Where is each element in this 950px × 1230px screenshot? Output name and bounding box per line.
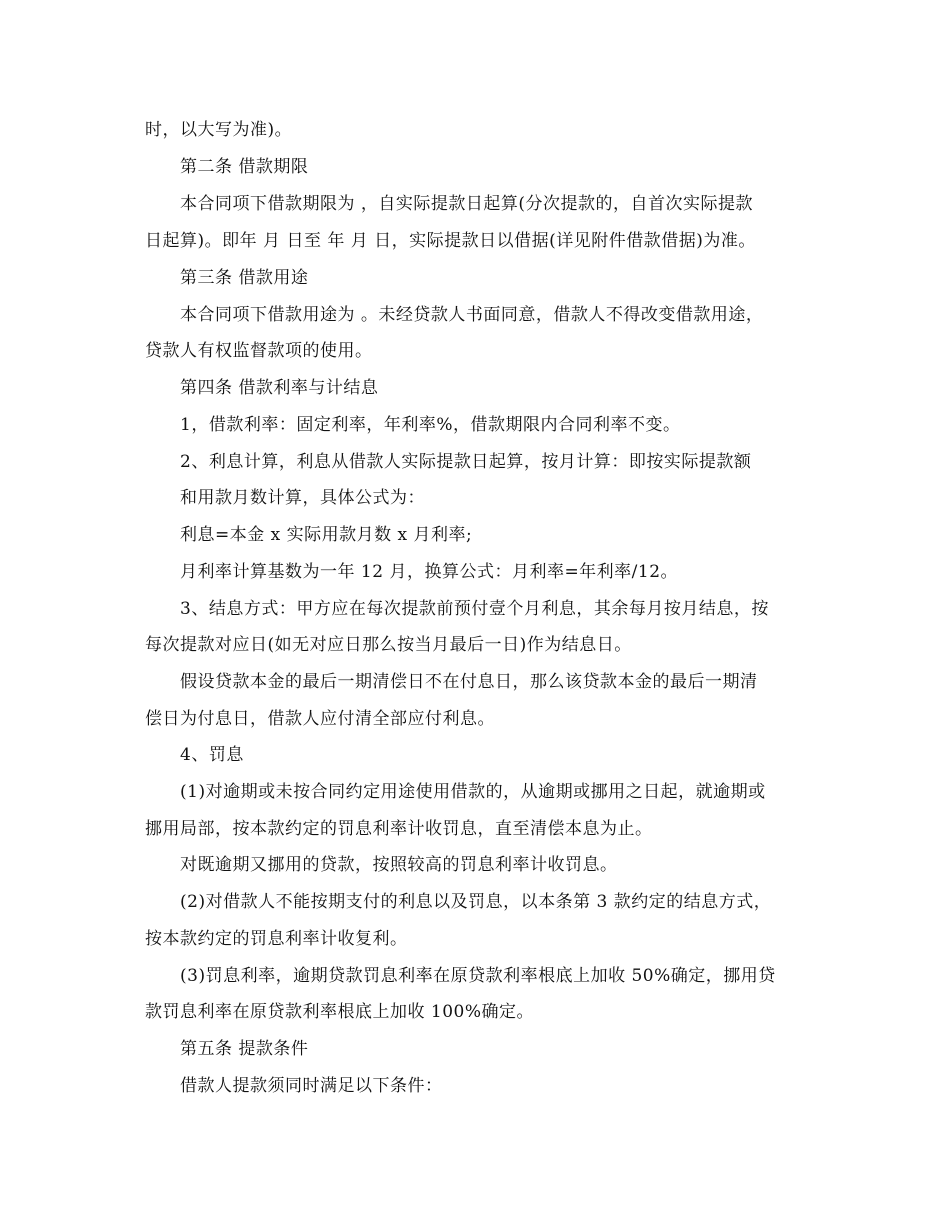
text-line: 3、结息方式：甲方应在每次提款前预付壹个月利息，其余每月按月结息，按 <box>180 599 769 619</box>
text-line: 借款人提款须同时满足以下条件： <box>180 1076 443 1096</box>
text-line: 偿日为付息日，借款人应付清全部应付利息。 <box>145 709 495 729</box>
text-line: 贷款人有权监督款项的使用。 <box>145 341 373 361</box>
text-line: 和用款月数计算，具体公式为： <box>180 488 425 508</box>
text-line: 按本款约定的罚息利率计收复利。 <box>145 929 408 949</box>
section-heading: 第四条 借款利率与计结息 <box>180 378 379 398</box>
section-heading: 第三条 借款用途 <box>180 268 309 288</box>
formula-line: 利息=本金 x 实际用款月数 x 月利率; <box>180 525 473 545</box>
text-line: 对既逾期又挪用的贷款，按照较高的罚息利率计收罚息。 <box>180 855 618 875</box>
text-line: 本合同项下借款期限为 ，自实际提款日起算(分次提款的，自首次实际提款 <box>180 194 754 214</box>
text-line: 日起算)。即年 月 日至 年 月 日，实际提款日以借据(详见附件借款借据)为准。 <box>145 231 756 251</box>
section-heading: 4、罚息 <box>180 745 244 765</box>
text-line: 本合同项下借款用途为 。未经贷款人书面同意，借款人不得改变借款用途， <box>180 305 764 325</box>
text-line: 时，以大写为准)。 <box>145 120 293 140</box>
text-line: 每次提款对应日(如无对应日那么按当月最后一日)作为结息日。 <box>145 635 632 655</box>
text-line: 款罚息利率在原贷款利率根底上加收 100%确定。 <box>145 1002 535 1022</box>
text-line: 挪用局部，按本款约定的罚息利率计收罚息，直至清偿本息为止。 <box>145 819 653 839</box>
text-line: (1)对逾期或未按合同约定用途使用借款的，从逾期或挪用之日起，就逾期或 <box>180 782 766 802</box>
text-line: 月利率计算基数为一年 12 月，换算公式：月利率=年利率/12。 <box>180 562 679 582</box>
text-line: 2、利息计算，利息从借款人实际提款日起算，按月计算：即按实际提款额 <box>180 452 752 472</box>
section-heading: 第五条 提款条件 <box>180 1039 309 1059</box>
text-line: (3)罚息利率，逾期贷款罚息利率在原贷款利率根底上加收 50%确定，挪用贷 <box>180 966 776 986</box>
section-heading: 第二条 借款期限 <box>180 157 309 177</box>
text-line: 1，借款利率：固定利率，年利率%，借款期限内合同利率不变。 <box>180 415 681 435</box>
text-line: 假设贷款本金的最后一期清偿日不在付息日，那么该贷款本金的最后一期清 <box>180 672 758 692</box>
text-line: (2)对借款人不能按期支付的利息以及罚息，以本条第 3 款约定的结息方式， <box>180 892 772 912</box>
